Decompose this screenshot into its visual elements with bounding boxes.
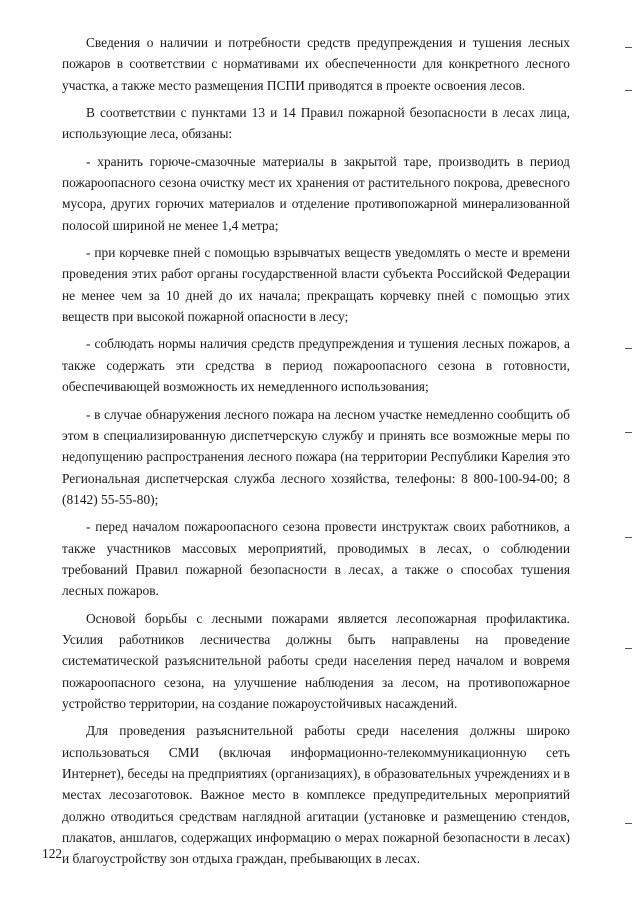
scan-mark: [625, 47, 632, 48]
scan-mark: [625, 90, 632, 91]
paragraph-fire-prevention: Основой борьбы с лесными пожарами является лесопожарная профилактика. Усилия работников лесничества должны быть направлены на проведение систематической разъяснительной работы среди населения перед началом и вовремя пожароопасного сезона, на улучшение наблюдения за лесом, на противопожарное устройство территории, на создание пожароустойчивых насаждений.: [62, 610, 570, 711]
paragraph-obligations-intro: В соответствии с пунктами 13 и 14 Правил пожарной безопасности в лесах лица, использующие леса, обязаны:: [62, 105, 570, 142]
scan-mark: [625, 537, 632, 538]
scan-mark: [625, 348, 632, 349]
list-item-fuel-storage: - хранить горюче-смазочные материалы в закрытой таре, производить в период пожароопасного сезона очистку мест их хранения от растительного покрова, древесного мусора, других горючих материалов и отделение противопожарной минерализованной полосой шириной не менее 1,4 метра;: [62, 153, 570, 233]
document-body: [62, 32, 570, 870]
scan-mark: [625, 823, 632, 824]
list-item-fire-equipment-norms: - соблюдать нормы наличия средств предупреждения и тушения лесных пожаров, а также содержать эти средства в период пожароопасного сезона в готовности, обеспечивающей возможность их немедленного использования;: [62, 336, 570, 395]
paragraph-public-outreach: Для проведения разъяснительной работы среди населения должны широко использоваться СМИ (включая информационно-телекоммуникационную сеть Интернет), беседы на предприятиях (организациях), в образовательных учреждениях и в местах лесозаготовок. Важное место в комплексе предупредительных мероприятий должно отводиться средствам наглядной агитации (установке и размещению стендов, плакатов, аншлагов, содержащих информацию о мерах пожарной безопасности в лесах) и благоустройству зон отдыха граждан, пребывающих в лесах.: [62, 723, 570, 867]
list-item-stump-removal: - при корчевке пней с помощью взрывчатых веществ уведомлять о месте и времени проведения этих работ органы государственной власти субъекта Российской Федерации не менее чем за 10 дней до их начала; прекращать корчевку пней с помощью этих веществ при высокой пожарной опасности в лесу;: [62, 245, 570, 325]
paragraph-fire-equipment-info: Сведения о наличии и потребности средств предупреждения и тушения лесных пожаров в соответствии с нормативами их обеспеченности для конкретного лесного участка, а также место размещения ПСПИ приводятся в проекте освоения лесов.: [62, 35, 570, 93]
scan-mark: [625, 432, 632, 433]
page-number: 122: [42, 846, 63, 861]
list-item-staff-briefing: - перед началом пожароопасного сезона провести инструктаж своих работников, а также участников массовых мероприятий, проводимых в лесах, о соблюдении требований Правил пожарной безопасности в лесах, а также о способах тушения лесных пожаров.: [62, 519, 570, 599]
list-item-fire-reporting: - в случае обнаружения лесного пожара на лесном участке немедленно сообщить об этом в специализированную диспетчерскую службу и принять все возможные меры по недопущению распространения лесного пожара (на территории Республики Карелия это Региональная диспетчерская служба лесного хозяйства, телефоны: 8 800-100-94-00; 8 (8142) 55-55-80);: [62, 406, 570, 507]
scan-mark: [625, 648, 632, 649]
